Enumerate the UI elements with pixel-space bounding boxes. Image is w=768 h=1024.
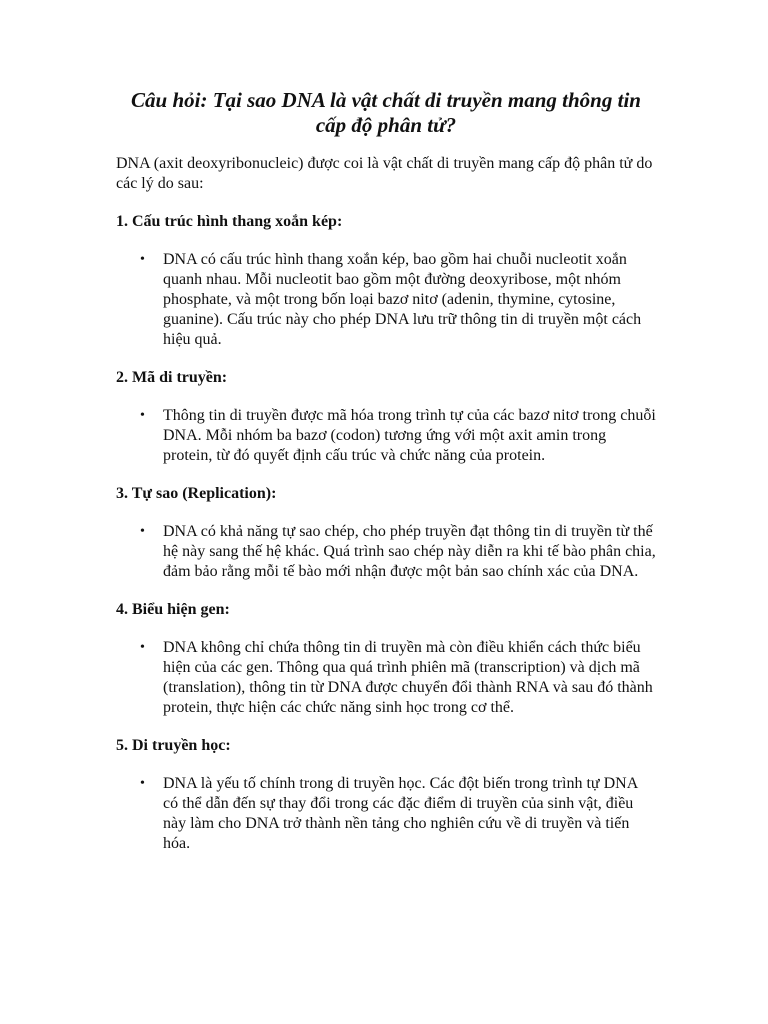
section-gene-expression [116,600,656,718]
section-heading: 1. Cấu trúc hình thang xoắn kép: [116,213,343,230]
bullet-list [116,522,656,582]
bullet-list [116,638,656,718]
document-title: Câu hỏi: Tại sao DNA là vật chất di truyền mang thông tin cấp độ phân tử? [131,88,641,137]
bullet-icon: • [140,776,145,791]
bullet-list [116,774,656,854]
bullet-item [116,774,656,854]
section-heading: 3. Tự sao (Replication): [116,485,277,502]
bullet-list [116,406,656,466]
bullet-list [116,250,656,350]
bullet-icon: • [140,640,145,655]
bullet-icon: • [140,408,145,423]
section-heading: 2. Mã di truyền: [116,369,228,386]
bullet-item [116,406,656,466]
bullet-item [116,638,656,718]
section-replication [116,484,656,582]
section-structure [116,212,656,350]
bullet-text: DNA không chỉ chứa thông tin di truyền mà còn điều khiển cách thức biểu hiện của các gen. Thông qua quá trình phiên mã (transcription) và dịch mã (translation), thông tin từ DNA được chuyển đổi thành RNA và sau đó thành protein, thực hiện các chức năng sinh học trong cơ thể. [163,639,653,716]
section-heading: 4. Biểu hiện gen: [116,601,230,618]
document-page [116,88,656,872]
section-heading: 5. Di truyền học: [116,737,231,754]
section-genetics [116,736,656,854]
bullet-icon: • [140,524,145,539]
bullet-item [116,522,656,582]
bullet-text: DNA là yếu tố chính trong di truyền học. Các đột biến trong trình tự DNA có thể dẫn đến sự thay đổi trong các đặc điểm di truyền của sinh vật, điều này làm cho DNA trở thành nền tảng cho nghiên cứu về di truyền và tiến hóa. [163,775,638,852]
bullet-icon: • [140,252,145,267]
bullet-text: DNA có cấu trúc hình thang xoắn kép, bao gồm hai chuỗi nucleotit xoắn quanh nhau. Mỗi nucleotit bao gồm một đường deoxyribose, một nhóm phosphate, và một trong bốn loại bazơ nitơ (adenin, thymine, cytosine, guanine). Cấu trúc này cho phép DNA lưu trữ thông tin di truyền một cách hiệu quả. [163,251,642,348]
section-genetic-code [116,368,656,466]
bullet-text: DNA có khả năng tự sao chép, cho phép truyền đạt thông tin di truyền từ thế hệ này sang thế hệ khác. Quá trình sao chép này diễn ra khi tế bào phân chia, đảm bảo rằng mỗi tế bào mới nhận được một bản sao chính xác của DNA. [163,523,656,580]
bullet-item [116,250,656,350]
bullet-text: Thông tin di truyền được mã hóa trong trình tự của các bazơ nitơ trong chuỗi DNA. Mỗi nhóm ba bazơ (codon) tương ứng với một axit amin trong protein, từ đó quyết định cấu trúc và chức năng của protein. [163,407,656,464]
intro-paragraph: DNA (axit deoxyribonucleic) được coi là vật chất di truyền mang cấp độ phân tử do các lý do sau: [116,155,653,192]
